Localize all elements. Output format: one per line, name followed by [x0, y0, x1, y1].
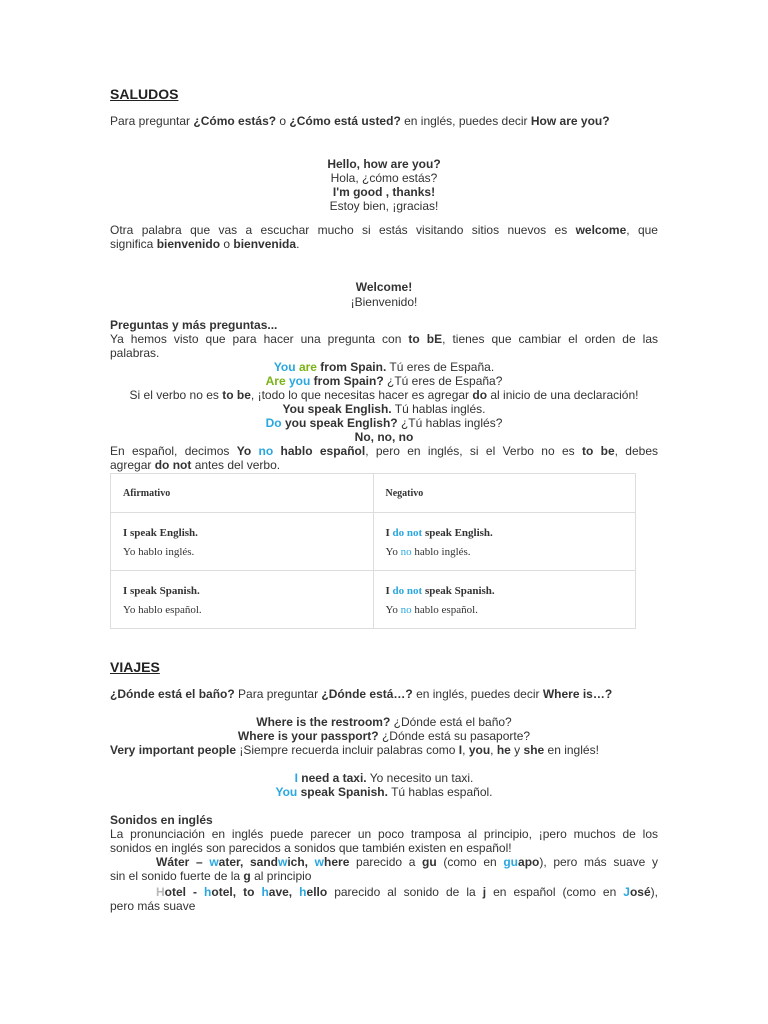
sonidos-line-2: sonidos en inglés son parecidos a sonidos que también existen en español!: [110, 841, 512, 855]
section-title-saludos: SALUDOS: [110, 86, 179, 102]
dialog-line-4: Estoy bien, ¡gracias!: [329, 199, 439, 213]
example-are-you: Are you from Spain? ¿Tú eres de España?: [265, 374, 503, 388]
table-row: [111, 513, 636, 571]
preguntas-line-1: Ya hemos visto que para hacer una pregunta con to bE, tienes que cambiar el orden de las: [110, 332, 658, 346]
table-cell-affirmative: I speak English. Yo hablo inglés.: [111, 513, 374, 571]
section-title-viajes: VIAJES: [110, 659, 160, 675]
preguntas-line-2: palabras.: [110, 346, 160, 360]
example-do-you-speak: Do you speak English? ¿Tú hablas inglés?: [265, 416, 503, 430]
table-cell-affirmative: I speak Spanish. Yo hablo español.: [111, 571, 374, 629]
table-header-afirmativo: Afirmativo: [111, 474, 374, 513]
sound-w-line-2: sin el sonido fuerte de la g al principio: [110, 869, 312, 883]
welcome-paragraph-line-2: significa bienvenido o bienvenida.: [110, 237, 300, 251]
table-header-row: [111, 474, 636, 513]
table-row: [111, 571, 636, 629]
dialog-line-1: Hello, how are you?: [327, 157, 441, 171]
dialog-line-3: I'm good , thanks!: [332, 185, 436, 199]
table-cell-negative: I do not speak Spanish. Yo no hablo español.: [373, 571, 636, 629]
affirmative-negative-table: [110, 473, 636, 629]
example-speak-spanish: You speak Spanish. Tú hablas español.: [275, 785, 493, 799]
example-restroom: Where is the restroom? ¿Dónde está el baño?: [256, 715, 512, 729]
sound-h-line-2: pero más suave: [110, 899, 196, 913]
sound-w-line-1: Wáter – water, sandwich, where parecido a gu (como en guapo), pero más suave y: [156, 855, 658, 869]
example-you-speak: You speak English. Tú hablas inglés.: [282, 402, 486, 416]
example-you-are: You are from Spain. Tú eres de España.: [273, 360, 495, 374]
subsection-title-sonidos: Sonidos en inglés: [110, 813, 213, 827]
example-passport: Where is your passport? ¿Dónde está su pasaporte?: [237, 729, 531, 743]
dialog-line-2: Hola, ¿cómo estás?: [330, 171, 438, 185]
example-no-no-no: No, no, no: [354, 430, 414, 444]
table-cell-negative: I do not speak English. Yo no hablo inglés.: [373, 513, 636, 571]
subsection-title-preguntas: Preguntas y más preguntas...: [110, 318, 278, 332]
saludos-intro: Para preguntar ¿Cómo estás? o ¿Cómo está usted? en inglés, puedes decir How are you?: [110, 114, 610, 128]
example-taxi: I need a taxi. Yo necesito un taxi.: [294, 771, 474, 785]
table-header-negativo: Negativo: [373, 474, 636, 513]
sound-h-line-1: Hotel - hotel, to have, hello parecido al sonido de la j en español (como en José),: [156, 885, 658, 899]
example-important-people: Very important people ¡Siempre recuerda incluir palabras como I, you, he y she en inglés!: [110, 743, 599, 757]
preguntas-line-5: agregar do not antes del verbo.: [110, 458, 281, 472]
welcome-translation: ¡Bienvenido!: [350, 295, 418, 309]
sonidos-line-1: La pronunciación en inglés puede parecer un poco tramposa al principio, ¡pero muchos de los: [110, 827, 658, 841]
welcome-title: Welcome!: [355, 280, 413, 294]
preguntas-line-4: En español, decimos Yo no hablo español, pero en inglés, si el Verbo no es to be, debes: [110, 444, 659, 458]
preguntas-line-3: Si el verbo no es to be, ¡todo lo que necesitas hacer es agregar do al inicio de una declaración!: [129, 388, 639, 402]
viajes-intro: ¿Dónde está el baño? Para preguntar ¿Dónde está…? en inglés, puedes decir Where is…?: [110, 687, 613, 701]
welcome-paragraph-line-1: Otra palabra que vas a escuchar mucho si estás visitando sitios nuevos es welcome, que: [110, 223, 658, 237]
